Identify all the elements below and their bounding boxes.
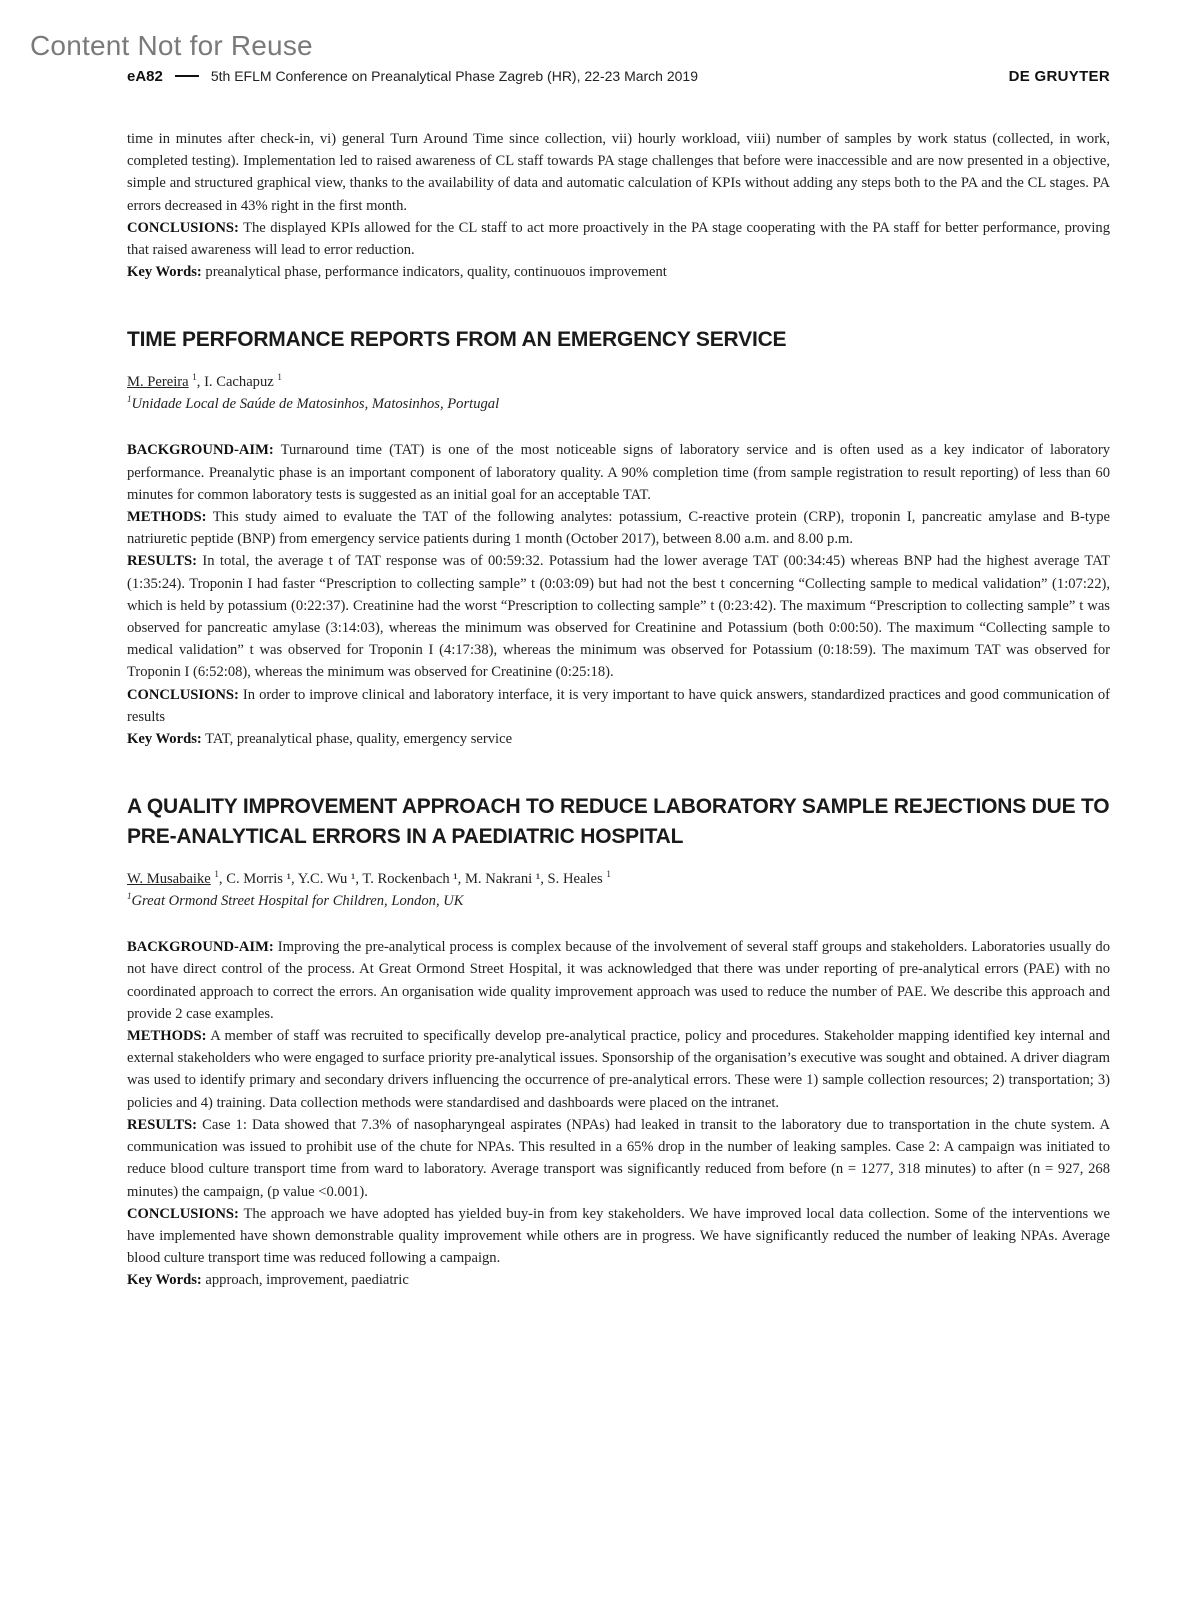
abstract1-keywords bbox=[127, 728, 1110, 750]
aff-sup: 1 bbox=[127, 891, 132, 902]
abstract2-methods bbox=[127, 1025, 1110, 1114]
conference-title: 5th EFLM Conference on Preanalytical Phase Zagreb (HR), 22-23 March 2019 bbox=[210, 68, 698, 84]
keywords-label: Key Words: bbox=[127, 264, 202, 281]
keywords-label: Key Words: bbox=[127, 731, 202, 748]
methods-label: METHODS: bbox=[127, 509, 207, 526]
presenting-author: M. Pereira bbox=[127, 374, 189, 391]
abstract2-conclusions bbox=[127, 1203, 1110, 1270]
abstract1-affiliation bbox=[127, 393, 1110, 415]
watermark: Content Not for Reuse bbox=[30, 30, 313, 61]
abstract2-affiliation bbox=[127, 890, 1110, 912]
abstract2-keywords bbox=[127, 1269, 1110, 1291]
aff-sup: 1 bbox=[127, 394, 132, 405]
other-authors: , C. Morris ¹, Y.C. Wu ¹, T. Rockenbach ¹, M. Nakrani ¹, S. Heales bbox=[218, 871, 603, 888]
methods-label: METHODS: bbox=[127, 1028, 207, 1045]
results-text: Case 1: Data showed that 7.3% of nasopharyngeal aspirates (NPAs) had leaked in transit to the laboratory due to transportation in the chute system. A communication was issued to prohibit use of the chute for NPAs. This resulted in a 65% drop in the number of leaking samples. Case 2: A campaign was initiated to reduce blood culture transport time from ward to laboratory. Average transport was significantly reduced from before (n = 1277, 318 minutes) to after (n = 927, 268 minutes) the campaign, (p value <0.001). bbox=[127, 1116, 1110, 1200]
continuation-text: time in minutes after check-in, vi) general Turn Around Time since collection, vii) hourly workload, viii) number of samples by work status (collected, in work, completed testing). Implementation led to raised awareness of CL staff towards PA stage challenges that before were inaccessible and are now presented in a objective, simple and structured graphical view, thanks to the availability of data and automatic calculation of KPIs without adding any steps both to the PA and the CL stages. PA errors decreased in 43% right in the first month. bbox=[127, 131, 1110, 214]
methods-text: This study aimed to evaluate the TAT of the following analytes: potassium, C-reactive protein (CRP), troponin I, pancreatic amylase and B-type natriuretic peptide (BNP) from emergency service patients during 1 month (October 2017), between 8.00 a.m. and 8.00 p.m. bbox=[127, 509, 1110, 548]
background-text: Improving the pre-analytical process is complex because of the involvement of several staff groups and stakeholders. Laboratories usually do not have direct control of the process. At Great Ormond Street Hospital, it was acknowledged that there was under reporting of pre-analytical errors (PAE) with no coordinated approach to correct the errors. An organisation wide quality improvement approach was used to reduce the number of PAE. We describe this approach and provide 2 case examples. bbox=[127, 939, 1110, 1022]
keywords-text: preanalytical phase, performance indicators, quality, continuouos improvement bbox=[205, 264, 667, 281]
other-authors: , I. Cachapuz bbox=[196, 374, 274, 391]
author-sup: 1 bbox=[214, 869, 219, 880]
abstract2-title: A QUALITY IMPROVEMENT APPROACH TO REDUCE LABORATORY SAMPLE REJECTIONS DUE TO PRE-ANALYTICAL ERRORS IN A PAEDIATRIC HOSPITAL bbox=[127, 795, 1110, 849]
author-sup: 1 bbox=[606, 869, 611, 880]
background-label: BACKGROUND-AIM: bbox=[127, 939, 274, 956]
continuation-keywords bbox=[127, 261, 1110, 283]
abstract1-results bbox=[127, 550, 1110, 683]
abstract2-results bbox=[127, 1114, 1110, 1203]
author-sup: 1 bbox=[277, 372, 282, 383]
page-content bbox=[127, 128, 1110, 1292]
conclusions-label: CONCLUSIONS: bbox=[127, 686, 239, 703]
abstract2-background bbox=[127, 936, 1110, 1025]
conclusions-label: CONCLUSIONS: bbox=[127, 219, 239, 236]
abstract1-background bbox=[127, 439, 1110, 506]
affiliation-text: Great Ormond Street Hospital for Children, London, UK bbox=[131, 893, 464, 910]
abstract1-title: TIME PERFORMANCE REPORTS FROM AN EMERGENCY SERVICE bbox=[127, 328, 787, 352]
conclusions-label: CONCLUSIONS: bbox=[127, 1205, 239, 1222]
author-sup: 1 bbox=[192, 372, 197, 383]
keywords-text: approach, improvement, paediatric bbox=[205, 1272, 409, 1289]
conclusions-text: In order to improve clinical and laboratory interface, it is very important to have quick answers, standardized practices and good communication of results bbox=[127, 686, 1110, 725]
presenting-author: W. Musabaike bbox=[127, 871, 211, 888]
results-label: RESULTS: bbox=[127, 553, 198, 570]
abstract1-authors bbox=[127, 371, 1110, 393]
page-number: eA82 bbox=[127, 67, 163, 85]
keywords-text: TAT, preanalytical phase, quality, emergency service bbox=[205, 731, 513, 748]
page-header bbox=[127, 64, 1110, 88]
header-dash bbox=[175, 75, 199, 77]
conclusions-text: The approach we have adopted has yielded buy-in from key stakeholders. We have improved local data collection. Some of the interventions we have implemented have shown demonstrable quality improvement while others are in progress. We have significantly reduced the number of leaking NPAs. Average blood culture transport time was reduced following a campaign. bbox=[127, 1205, 1110, 1267]
methods-text: A member of staff was recruited to specifically develop pre-analytical practice, policy and procedures. Stakeholder mapping identified key internal and external stakeholders who were engaged to surface priority pre-analytical issues. Sponsorship of the organisation’s executive was sought and obtained. A driver diagram was used to identify primary and secondary drivers influencing the occurrence of pre-analytical errors. These were 1) sample collection resources; 2) transportation; 3) policies and 4) training. Data collection methods were standardised and dashboards were placed on the intranet. bbox=[127, 1028, 1110, 1111]
abstract1-conclusions bbox=[127, 684, 1110, 728]
background-text: Turnaround time (TAT) is one of the most noticeable signs of laboratory service and is often used as a key indicator of laboratory performance. Preanalytic phase is an important component of laboratory quality. A 90% completion time (from sample registration to result reporting) of less than 60 minutes for common laboratory tests is suggested as an initial goal for an acceptable TAT. bbox=[127, 442, 1110, 503]
conclusions-text: The displayed KPIs allowed for the CL staff to act more proactively in the PA stage cooperating with the PA staff for better performance, proving that raised awareness will lead to error reduction. bbox=[127, 219, 1110, 259]
results-text: In total, the average t of TAT response was of 00:59:32. Potassium had the lower average TAT (00:34:45) whereas BNP had the highest average TAT (1:35:24). Troponin I had faster “Prescription to collecting sample” t (0:03:09) but had not the best t concerning “Collecting sample to medical validation” (1:07:22), which is held by potassium (0:22:37). Creatinine had the worst “Prescription to collecting sample” t (0:23:42). The maximum “Prescription to collecting sample” t was observed for pancreatic amylase (3:14:03), whereas the minimum was observed for Creatinine and Potassium (both 0:00:50). The maximum “Collecting sample to medical validation” t was observed for Troponin I (4:17:38), whereas the minimum was observed for Potassium (0:18:59). The maximum TAT was observed for Troponin I (6:52:08), whereas the minimum was observed for Creatinine (0:25:18). bbox=[127, 553, 1110, 681]
results-label: RESULTS: bbox=[127, 1116, 198, 1133]
abstract2-authors bbox=[127, 868, 1110, 890]
continuation-conclusions bbox=[127, 217, 1110, 261]
background-label: BACKGROUND-AIM: bbox=[127, 442, 274, 459]
publisher-name: DE GRUYTER bbox=[1008, 67, 1110, 85]
abstract1-methods bbox=[127, 506, 1110, 550]
affiliation-text: Unidade Local de Saúde de Matosinhos, Matosinhos, Portugal bbox=[131, 396, 500, 413]
keywords-label: Key Words: bbox=[127, 1272, 202, 1289]
